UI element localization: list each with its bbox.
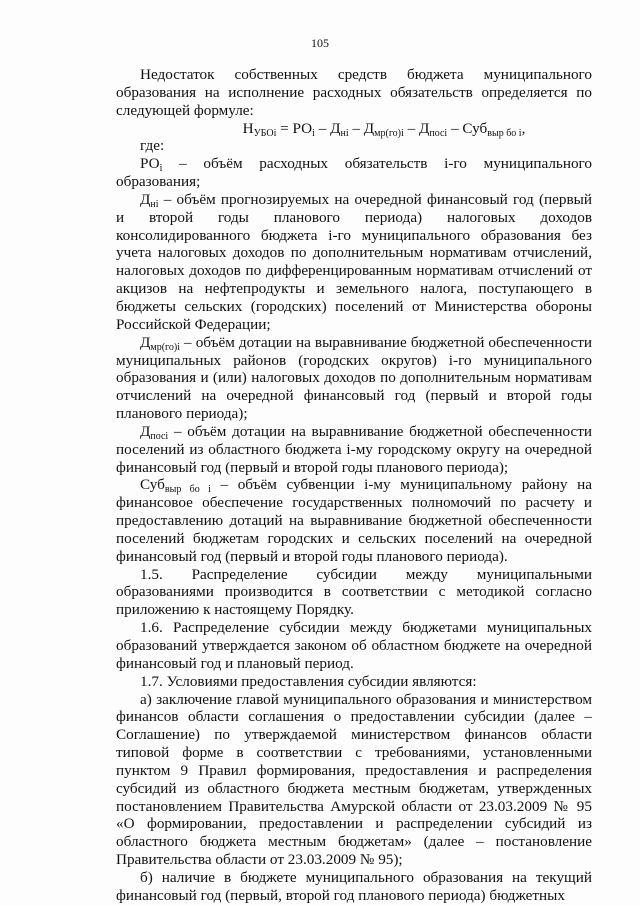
def-sub-sub: выр бо i — [164, 484, 211, 496]
item-a: а) заключение главой муниципального образования и министерством финансов области соглашения о предоставлении субсидии (далее – Соглашение) по утверждаемой министерством финансов области типовой форме в соответствии с требованиями, установленными пунктом 9 Правил формирования, предоставления и распределения субсидий из областного бюджета местным бюджетам, утвержденных постановлением Правительства Амурской области от 23.03.2009 № 95 «О формировании, предоставлении и распределении субсидий из областного бюджета местным бюджетам» (далее – постановление Правительства области от 23.03.2009 № 95); — [116, 690, 592, 869]
formula-eq: = РО — [276, 119, 313, 137]
formula-h: Н — [242, 119, 254, 137]
page-content — [116, 66, 592, 905]
formula-d3-sub: посi — [429, 127, 448, 139]
def-sub — [116, 476, 592, 565]
formula-d1-sub: нi — [340, 127, 349, 139]
page-number: 105 — [311, 36, 329, 50]
def-dmr-sym: Д — [140, 333, 151, 351]
section-1-5: 1.5. Распределение субсидии между муниципальными образованиями производится в соответствии с методикой согласно приложению к настоящему Порядку. — [116, 565, 592, 619]
formula-m4: – Суб — [447, 119, 488, 137]
def-po-sub: i — [159, 163, 163, 175]
def-dmr-text: – объём дотации на выравнивание бюджетной обеспеченности муниципальных районов (городских округов) i-го муниципального образования и (или) налоговых доходов по дополнительным нормативам отчислений на очередной финансовый год (первый и второй годы планового периода); — [116, 333, 592, 423]
def-dpos-sub: посi — [150, 430, 169, 442]
def-dmr — [116, 334, 592, 423]
formula-h-sub: УБОi — [253, 127, 277, 139]
formula-s-sub: выр бо i — [487, 127, 522, 139]
def-dpos-sym: Д — [140, 422, 151, 440]
intro-paragraph: Недостаток собственных средств бюджета муниципального образования на исполнение расходных обязательств определяется по следующей формуле: — [116, 66, 592, 119]
def-po-text: – объём расходных обязательств i-го муниципального образования; — [116, 155, 592, 191]
section-1-7: 1.7. Условиями предоставления субсидии являются: — [140, 672, 477, 690]
def-dmr-sub: мр(го)i — [150, 341, 180, 353]
formula-d2-sub: мр(го)i — [374, 127, 404, 139]
def-sub-text: – объём субвенции i-му муниципальному району на финансовое обеспечение государственных полномочий по расчету и предоставлению дотаций на выравнивание бюджетной обеспеченности поселений бюджетам городских и сельских поселений на очередной финансовый год (первый и второй годы планового периода). — [116, 476, 592, 565]
formula-po-sub: i — [312, 127, 315, 139]
def-po-sym: РО — [140, 155, 160, 173]
formula-m1: – Д — [314, 119, 341, 137]
item-b: б) наличие в бюджете муниципального образования на текущий финансовый год (первый, второй год планового периода) бюджетных — [116, 868, 592, 904]
formula-m2: – Д — [348, 119, 375, 137]
def-po — [116, 155, 592, 191]
def-dn-sym: Д — [140, 190, 151, 208]
where-label: где: — [140, 137, 165, 155]
def-dpos-text: – объём дотации на выравнивание бюджетной обеспеченности поселений из областного бюджета i-му городскому округу на очередной финансовый год (первый и второй годы планового периода); — [116, 422, 592, 476]
formula-end: , — [521, 119, 526, 137]
def-dn-sub: нi — [150, 198, 159, 210]
def-sub-sym: Суб — [140, 476, 165, 494]
formula-m3: – Д — [403, 119, 430, 137]
section-1-6: 1.6. Распределение субсидии между бюджетами муниципальных образований утверждается законом об областном бюджете на очередной финансовый год и плановый период. — [116, 619, 592, 672]
formula — [116, 120, 592, 138]
def-dn — [116, 191, 592, 334]
def-dpos — [116, 423, 592, 477]
def-dn-text: – объём прогнозируемых на очередной финансовый год (первый и второй годы планового периода) налоговых доходов консолидированного бюджета i-го муниципального образования без учета налоговых доходов по дополнительным нормативам отчислений, налоговых доходов по дифференцированным нормативам отчислений от акцизов на нефтепродукты и земельного налога, поступающего в бюджеты сельских (городских) поселений от Министерства обороны Российской Федерации; — [116, 190, 592, 333]
